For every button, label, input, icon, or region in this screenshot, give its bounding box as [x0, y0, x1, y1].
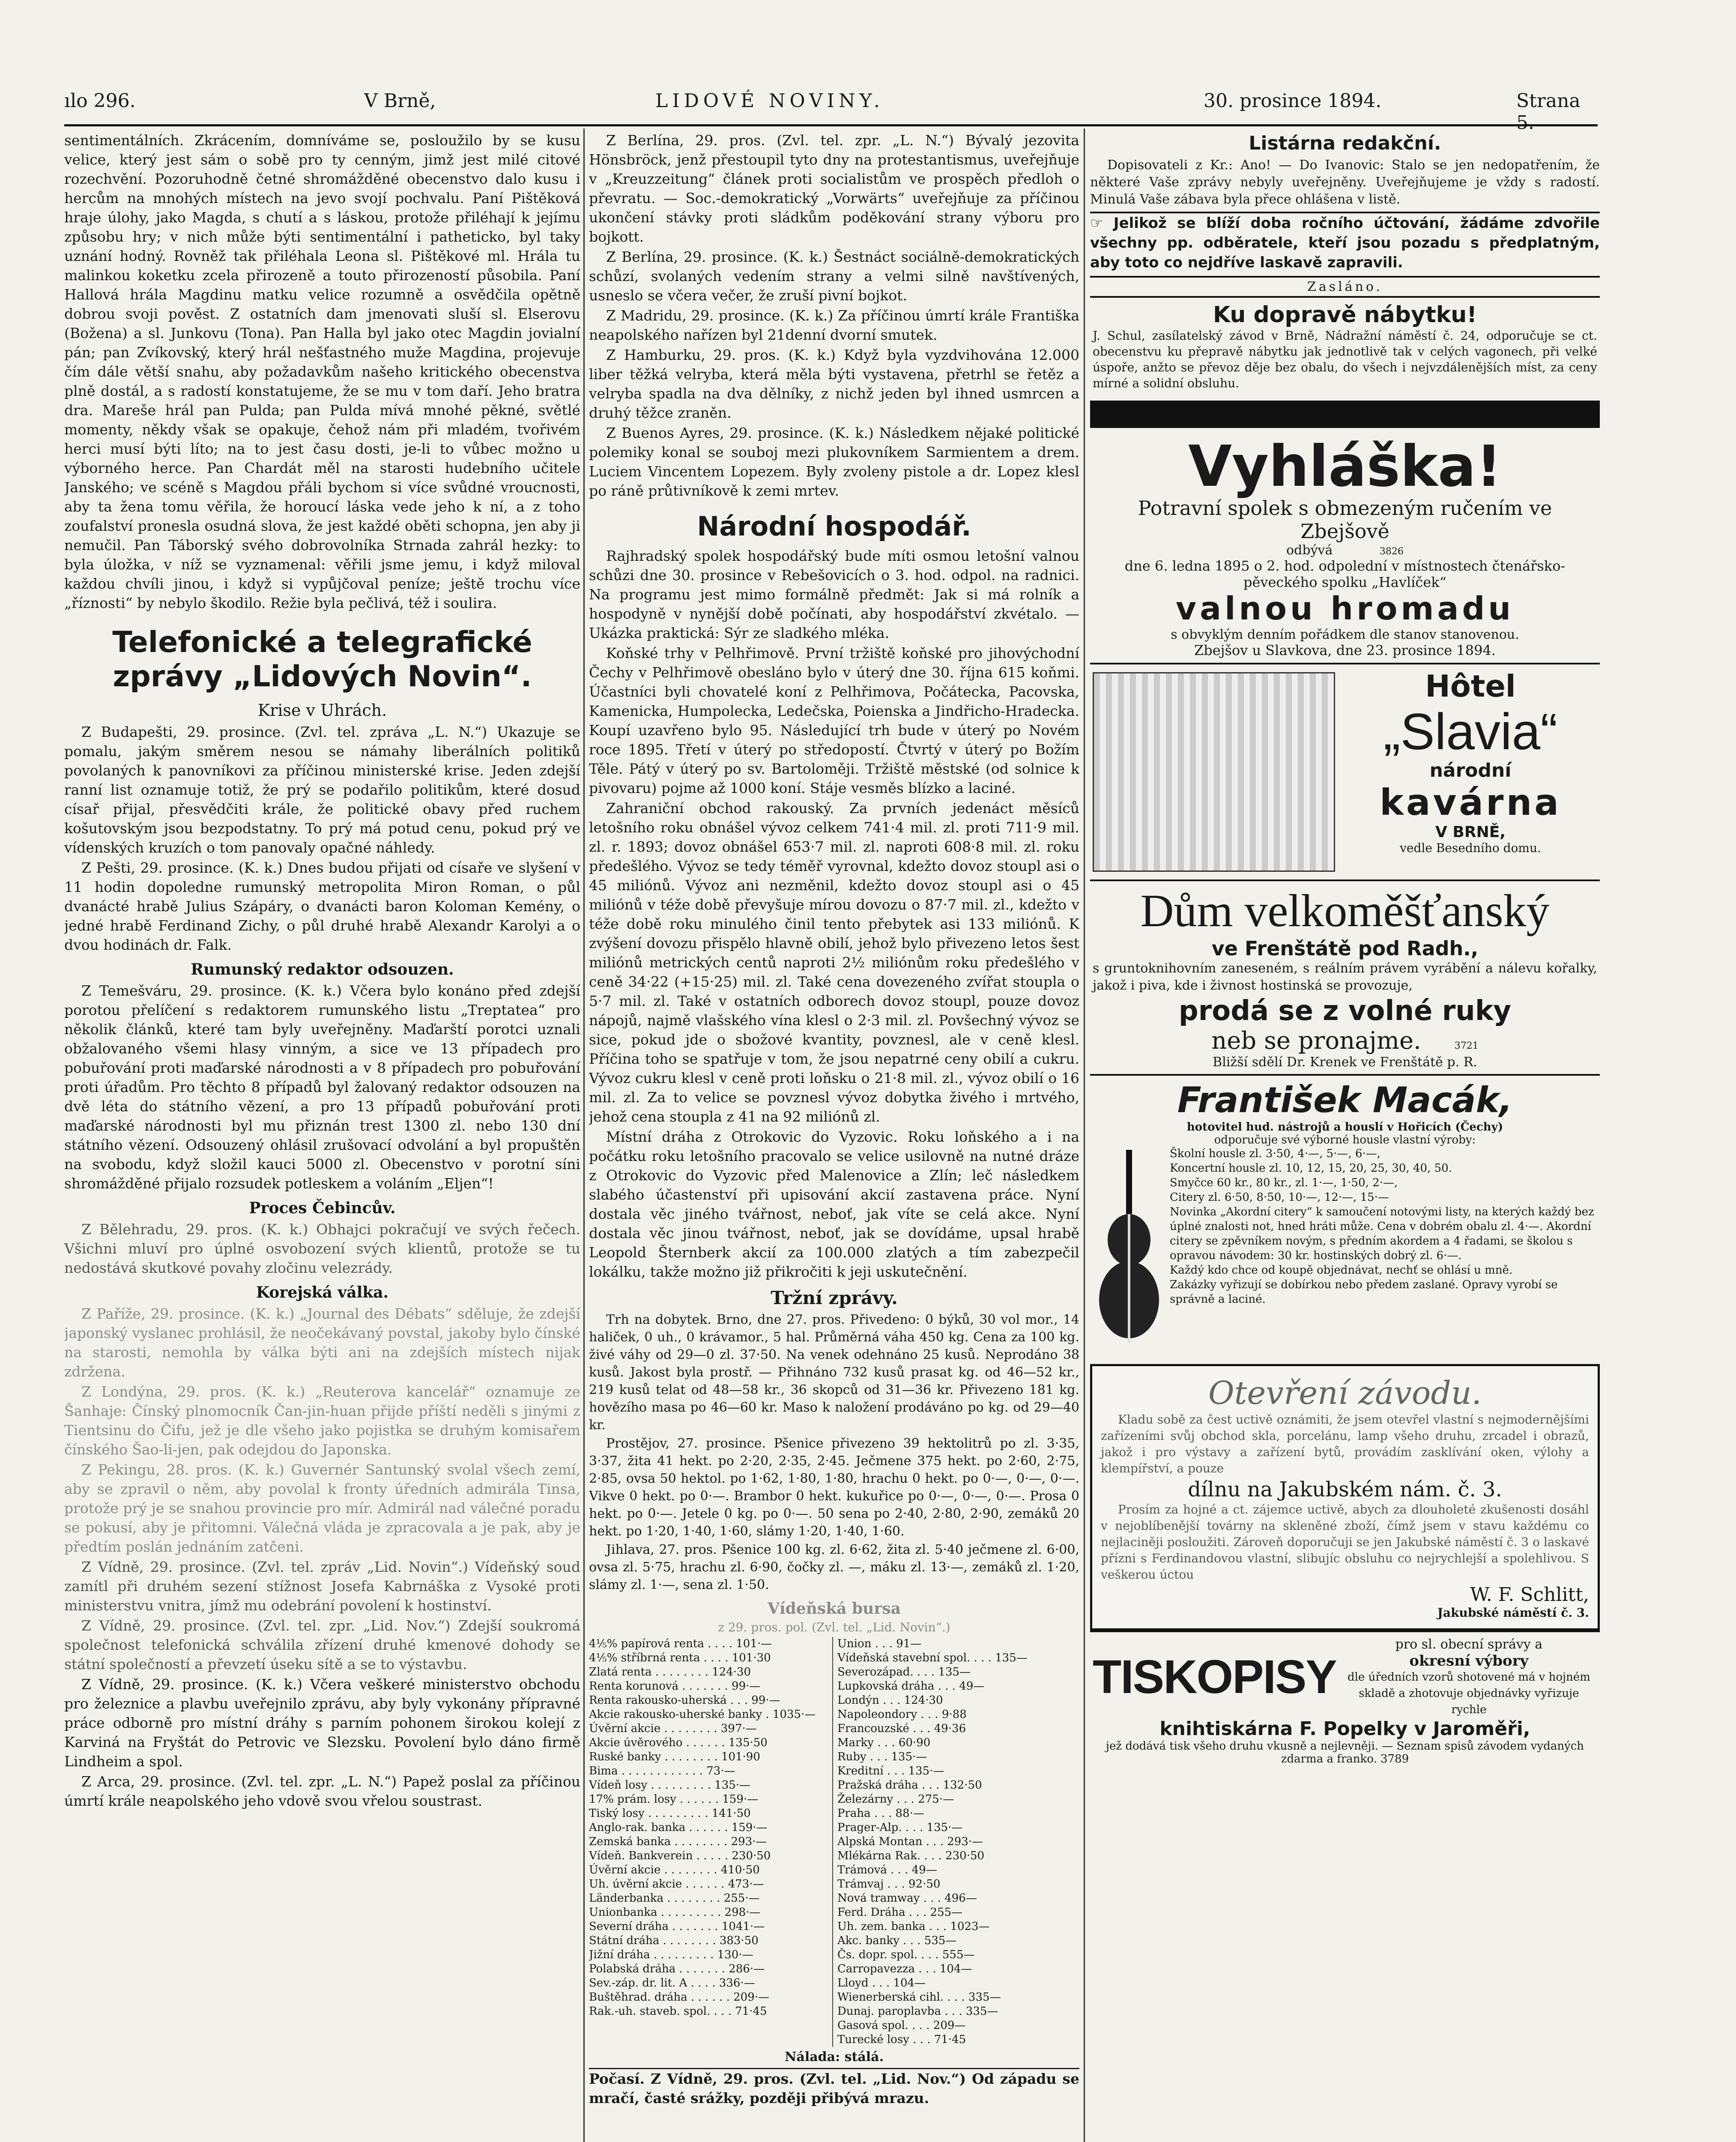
otevreni-signature: W. F. Schlitt,: [1470, 1584, 1589, 1606]
vyhlaska-odbyva: odbývá: [1286, 543, 1333, 558]
dum-sale: prodá se z volné ruky: [1178, 995, 1512, 1027]
bourse-row: Zlatá renta . . . . . . . . 124·30: [589, 1666, 751, 1678]
bourse-row: Gasová spol. . . . 209—: [837, 2019, 966, 2032]
tiskopisy-side-3: dle úředních vzorů shotovené má v hojném skladě a zhotovuje objednávky vyřizuje rychle: [1347, 1671, 1590, 1716]
otevreni-address: Jakubské náměstí č. 3.: [1437, 1606, 1589, 1620]
bourse-mood: Nálada: stálá.: [784, 2049, 884, 2064]
bourse-row: Sev.-záp. dr. lit. A . . . . 336·—: [589, 1977, 755, 1989]
column-2: [589, 131, 1079, 2142]
vyhlaska-line-2: [1093, 543, 1597, 558]
article-pest: Z Pešti, 29. prosince. (K. k.) Dnes budou přijati od císaře ve slyšení v 11 hodin dopoledne rumunský metropolita Miron Roman, o půl dvanácté hrabě Julius Szápáry, o dvanácti baron Koloman Kemény, o jedné hrabě Ferdinand Zichy, o půl druhé hrabě Alexandr Karolyi a o dvou hodinách dr. Falk.: [64, 859, 580, 953]
article-arco: Z Arca, 29. prosince. (Zvl. tel. zpr. „L. N.“) Papež poslal za příčinou úmrtí krále neapolského jeho vdově svou vřelou soustrast.: [64, 1773, 580, 1809]
bourse-row: Tiský losy . . . . . . . . . 141·50: [589, 1807, 751, 1820]
bourse-row: 4⅕% papírová renta . . . . 101·—: [589, 1637, 772, 1650]
article-hamburk: Z Hamburku, 29. pros. (K. k.) Když byla vyzdvihována 12.000 liber těžká velryba, která měla býti vystavena, přetrhl se řetěz a velryba spadla na dva dělníky, z nichž jeden byl ihned usmrcen a druhý těžce zraněn.: [589, 347, 1079, 421]
tiskopisy-main: knihtiskárna F. Popelky v Jaroměři,: [1159, 1718, 1530, 1740]
bourse-row: Čs. dopr. spol. . . . 555—: [837, 1948, 975, 1961]
macak-item: Školní housle zl. 3·50, 4·—, 5·—, 6·—,: [1170, 1147, 1381, 1160]
tiskopisy-header: [1093, 1636, 1597, 1718]
article-rajhrad: Rajhradský spolek hospodářský bude míti osmou letošní valnou schůzi dne 30. prosince v Rebešovicích o 3. hod. odpol. na radnici. Na programu jest mimo formálně předmět: Jak si má rolník a hospodyně v nynější době počínati, aby hospodářství zkvétalo. — Ukázka praktická: Sýr ze sladkého mléka.: [589, 547, 1079, 641]
bourse-row: Unionbanka . . . . . . . . . 298·—: [589, 1906, 761, 1919]
bourse-right-list: [833, 1637, 1079, 2047]
ad-otevreni: [1090, 1364, 1600, 1630]
bourse-row: Anglo-rak. banka . . . . . . 159·—: [589, 1821, 768, 1834]
bourse-row: Londýn . . . 124·30: [837, 1694, 943, 1707]
dum-rent: [1093, 1027, 1597, 1055]
bourse-row: Nová tramway . . . 496—: [837, 1892, 977, 1905]
bourse-row: Ferd. Dráha . . . 255—: [837, 1906, 963, 1919]
ad-macak: [1090, 1074, 1600, 1360]
bourse-row: Uh. úvěrní akcie . . . . . . 473·—: [589, 1878, 764, 1891]
listarna-heading: Listárna redakční.: [1249, 132, 1441, 154]
page-number: Strana 5.: [1516, 90, 1581, 134]
masthead-rule: [64, 124, 1598, 126]
issue-number: ılo 296.: [64, 90, 136, 112]
tiskopisy-side: [1336, 1636, 1597, 1718]
macak-subtitle-2: odporučuje své výborné housle vlastní výroby:: [1214, 1134, 1476, 1146]
dum-rent-text: neb se pronajme.: [1211, 1027, 1421, 1055]
bourse-row: Akc. banky . . . 535—: [837, 1934, 957, 1947]
vyhlaska-line-1: Potravní spolek s obmezeným ručením ve Zbejšově: [1138, 497, 1552, 543]
bourse-row: Vídeň. Bankverein . . . . . 230·50: [589, 1849, 771, 1862]
economy-section-title: Národní hospodář.: [697, 511, 971, 542]
city-label: V Brně,: [364, 90, 436, 112]
korejska-heading: Korejská válka.: [256, 1283, 389, 1301]
otevreni-title: Otevření závodu.: [1208, 1375, 1482, 1412]
bourse-row: Trámvaj . . . 92·50: [837, 1878, 941, 1891]
bourse-row: Úvěrní akcie . . . . . . . . 410·50: [589, 1864, 760, 1876]
bourse-row: Renta korunová . . . . . . . 99·—: [589, 1680, 761, 1693]
article-viden-1: Z Vídně, 29. prosince. (Zvl. tel. zpráv „Lid. Novin“.) Vídeňský soud zamítl při druhém sezení stížnost Josefa Kabrnáška z Vysoké proti ministerstvu vnitra, jímž mu odebrání povolení k hostinství.: [64, 1559, 580, 1614]
hotel-line-4: kavárna: [1380, 781, 1561, 823]
hotel-line-3: národní: [1429, 760, 1512, 781]
bourse-row: Vídeň losy . . . . . . . . . 135·—: [589, 1779, 751, 1792]
bourse-row: Napoleondory . . . 9·88: [837, 1708, 967, 1721]
macak-title: František Macák,: [1177, 1080, 1513, 1121]
bourse-row: Trámová . . . 49—: [837, 1864, 937, 1876]
article-berlin-2: Z Berlína, 29. prosince. (K. k.) Šestnáct sociálně-demokratických schůzí, svolaných vedením strany a velmi silně navštívených, usneslo se včera večer, že zruší pivní bojkot.: [589, 248, 1079, 304]
bourse-row: Renta rakousko-uherská . . . 99·—: [589, 1694, 780, 1707]
ad-furniture-title: Ku dopravě nábytku!: [1213, 302, 1477, 328]
bourse-row: 17% prám. losy . . . . . . 159·—: [589, 1793, 759, 1806]
bourse-row: Francouzské . . . 49·36: [837, 1722, 966, 1735]
article-pelhrimov: Koňské trhy v Pelhřimově. První tržiště koňské pro jihovýchodní Čechy v Pelhřimově obesláno bylo v úterý dne 30. října 615 koňmi. Účastníci byli chovatelé koní z Pelhřimova, Počátecka, Pacovska, Kamenicka, Humpolecka, Ledečska, Poienska a Jindřicho-Hradecka. Koupí uzavřeno bylo 95. Následující trh bude v úterý po Novém roce 1895. Třetí v úterý po středopostí. Čtvrtý v úterý po Božím Těle. Pátý v úterý po sv. Bartoloměji. Tržiště městské (od solnice k pivovaru) pojme až 1000 koní. Stáje vesměs blízko a laciné.: [589, 645, 1079, 796]
tiskopisy-footer: [1093, 1740, 1597, 1765]
telegraph-section-title: Telefonické a telegrafické zprávy „Lidových Novin“.: [112, 625, 532, 694]
bourse-row: Státní dráha . . . . . . . . 383·50: [589, 1934, 759, 1947]
macak-item: Zakázky vyřizují se dobírkou nebo předem zaslané. Opravy vyrobí se správně a laciné.: [1170, 1278, 1558, 1306]
hotel-line-1: Hôtel: [1425, 669, 1516, 704]
macak-item: Citery zl. 6·50, 8·50, 10·—, 12·—, 15·—: [1170, 1191, 1389, 1204]
bourse-row: Uh. zem. banka . . . 1023—: [837, 1920, 990, 1933]
dum-subtitle: ve Frenštátě pod Radh.,: [1211, 937, 1479, 960]
rumunsky-heading: Rumunský redaktor odsouzen.: [191, 960, 454, 978]
bourse-row: Severozápad. . . . 135—: [837, 1666, 971, 1678]
dum-body: s gruntoknihovním zaneseném, s reálním právem vyrábění a nálevu kořalky, jakož i piva, kde i živnost hostinská se provozuje,: [1093, 961, 1597, 993]
tiskopisy-number: 3789: [1380, 1753, 1409, 1765]
article-mistni-draha: Místní dráha z Otrokovic do Vyzovic. Roku loňského a i na počátku roku letošního pracovalo se velice usilovně na nutné dráze z Otrokovic do Vyzovic před Malenovice a Zlín; leč následkem slabého účastenství při upisování akcií zastavena práce. Nyní dostala věc jiného tvářnost, neboť, jak víte se celá akce. Nyní dostala věc jinou tvářnost, neboť, jak se dovídáme, upsal hrabě Leopold Šternberk akcií za 100.000 zlatých a tím zabezpečil lokálku, takže možno již přikročiti k jeji uskutečnění.: [589, 1128, 1079, 1280]
market-heading: Tržní zprávy.: [771, 1287, 898, 1308]
newspaper-title: LIDOVÉ NOVINY.: [655, 90, 884, 112]
article-temesvar: Z Temešváru, 29. prosince. (K. k.) Včera bylo konáno před zdejší porotou přelíčení s redaktorem rumunského listu „Treptatea“ pro několik článků, které tam byly uveřejněny. Maďarští porotci uznali obžalovaného všemi hlasy vinným, a sice ve 13 případech pro pobuřování proti maďarské národnosti a v 8 případech pro pobuřování proti úřadům. Pro těchto 8 případů byl žalovaný redaktor odsouzen na dvě léta do státního vězení, a pro 13 případů pobuřování proti maďarské národnosti byl mu přiznán trest 1300 zl. nebo 130 dní státního vězení. Odsouzený ohlásil zrušovací odvolání a byl propuštěn na svobodu, když složil kauci 5000 zl. Obecenstvo v porotní síni shromážděné přijalo rozsudek potleskem a voláním „Eljen“!: [64, 982, 580, 1192]
macak-item: Koncertní housle zl. 10, 12, 15, 20, 25, 30, 40, 50.: [1170, 1162, 1452, 1175]
tiskopisy-side-1: pro sl. obecní správy a: [1395, 1637, 1543, 1652]
dum-footer: Bližší sdělí Dr. Krenek ve Frenštátě p. R.: [1213, 1055, 1477, 1070]
bourse-row: Vídeňská stavební spol. . . . 135—: [837, 1651, 1028, 1664]
bourse-row: Carropavezza . . . 104—: [837, 1963, 972, 1975]
vyhlaska-line-6: Zbejšov u Slavkova, dne 23. prosince 1894.: [1194, 642, 1496, 658]
bourse-row: Akcie rakousko-uherské banky . 1035·—: [589, 1708, 816, 1721]
otevreni-body-2: Prosím za hojné a ct. zájemce uctivě, abych za dlouholeté zkušenosti dosáhl v nejoblíbenější továrny na skleněné zboží, čímž jsem v stavu každému co nejlaciněji posloužiti. Zároveň doporučuji se jen Jakubské náměstí č. 3 o laskavé přízni s Ferdinandovou vlastní, slibujíc obsluhu co nejrychlejší a spolehlivou. S veškerou úctou: [1101, 1502, 1589, 1582]
bourse-row: Ruské banky . . . . . . . . 101·90: [589, 1750, 760, 1763]
bourse-row: Zemská banka . . . . . . . . 293·—: [589, 1835, 767, 1848]
hotel-building-image: [1093, 672, 1335, 872]
bourse-row: Jižní dráha . . . . . . . . . 130·—: [589, 1948, 753, 1961]
column-divider-2: [1084, 129, 1085, 2142]
ad-hotel-slavia: [1090, 663, 1600, 880]
bourse-heading: Vídeňská bursa: [768, 1600, 901, 1618]
article-pariz: Z Paříže, 29. prosince. (K. k.) „Journal des Débats“ sděluje, že zdejší japonský vyslanec prohlásil, že neočekávaný povstal, jakoby bylo čínské na starosti, nemohla by válka býti ani na zdejších místech nijak zdržena.: [64, 1305, 580, 1380]
article-buenos-ayres: Z Buenos Ayres, 29. prosince. (K. k.) Následkem nějaké politické polemiky konal se souboj mezi plukovníkem Sarmientem a drem. Luciem Vincentem Lopezem. Byly zvoleny pistole a dr. Lopez klesl po ráně průtivníkově k zemi mrtev.: [589, 425, 1079, 499]
bourse-row: Pražská dráha . . . 132·50: [837, 1779, 982, 1792]
bourse-row: Mlékárna Rak. . . . 230·50: [837, 1849, 985, 1862]
decorative-black-bar: [1090, 401, 1600, 428]
article-berlin-1: Z Berlína, 29. pros. (Zvl. tel. zpr. „L. N.“) Bývalý jezovita Hönsbröck, jenž přestoupil tyto dny na protestantismus, uveřejňuje v „Kreuzzeitung“ článek proti socialistům ve prospěch předloh o převratu. — Soc.-demokratický „Vorwärts“ uveřejňuje za příčinou ukončení stávky proti sládkům poděkování strany výboru pro bojkott.: [589, 132, 1079, 245]
bourse-row: Úvěrní akcie . . . . . . . . 397·—: [589, 1722, 757, 1735]
cebinec-heading: Proces Čebincův.: [249, 1199, 396, 1217]
dum-title: Dům velkoměšťanský: [1140, 886, 1550, 936]
tiskopisy-big: TISKOPISY: [1093, 1651, 1336, 1703]
bourse-row: Alpská Montan . . . 293·—: [837, 1835, 983, 1848]
bourse-row: Akcie úvěrového . . . . . . 135·50: [589, 1736, 768, 1749]
bourse-row: Rak.-uh. staveb. spol. . . . 71·45: [589, 2005, 767, 2018]
bourse-row: Marky . . . 60·90: [837, 1736, 931, 1749]
bourse-row: Severní dráha . . . . . . . 1041·—: [589, 1920, 765, 1933]
macak-subtitle: hotovitel hud. nástrojů a houslí v Hořicích (Čechy): [1186, 1121, 1503, 1134]
tiskopisy-side-2: okresní výbory: [1409, 1652, 1529, 1669]
bourse-row: Buštěhrad. dráha . . . . . . 209·—: [589, 1991, 770, 2004]
bourse-row: Praha . . . 88·—: [837, 1807, 924, 1820]
ad-furniture: [1090, 296, 1600, 396]
tiskopisy-footer-text: jež dodává tisk všeho druhu vkusně a nejlevněji. — Seznam spisů závodem vydaných zdarma a franko.: [1106, 1740, 1584, 1765]
ad-vyhlaska: [1090, 432, 1600, 663]
article-viden-2: Z Vídně, 29. prosince. (Zvl. tel. zpr. „Lid. Nov.“) Zdejší soukromá společnost telefonická schválila zřízení druhé kmenové dohody se státní společností a převzetí úseku sítě a se to výstavbu.: [64, 1617, 580, 1672]
article-viden-3: Z Vídně, 29. prosince. (K. k.) Včera veškeré ministerstvo obchodu pro železnice a plavbu uveřejnilo zprávu, aby byly vykonány přípravné práce odborně pro místní dráhy s parním pohonem širokou kolejí z Karviná na Fryštát do Petrovic ve Slezsku. Povolení bylo dáno firmě Lindheim a spol.: [64, 1676, 580, 1770]
article-zahranicni-obchod: Zahraniční obchod rakouský. Za prvních jedenáct měsíců letošního roku obnášel vývoz celkem 741·4 mil. zl. proti 711·9 mil. zl. r. 1893; dovoz obnášel 653·7 mil. zl. naproti 608·8 mil. zl. roku předešlého. Vývoz se tedy téměř vyrovnal, kdežto dovoz stoupl asi o 45 miliónů. Vývoz ani nezměnil, kdežto dovoz stoupl asi o 45 miliónů v téže době převyšuje mírou dovozu o 87·7 mil. zl., kdežto v téže době roku minulého činil tento přebytek asi 133 miliónů. K zvýšení dovozu přispělo hlavně obilí, jehož bylo přivezeno letos šest miliónů metrických centů naproti 2½ miliónům roku předešlého v ceně 34·22 (+15·25) mil. zl. Také cena dovezeného zvířat stoupla o 5·7 mil. zl. Také v ostatních odborech dovoz stoupl, pouze dovoz nápojů, najmě vlašského vína klesl o 2·3 mil. zl. Povšechný vývoz se sice, pokud jde o sbožové kvantity, povznesl, ale v ceně klesl. Příčina toho se spatřuje v tom, že jsou nepatrné ceny obilí a cukru. Vývoz cukru klesl v ceně proti loňsku o 21·8 mil. zl., vývoz obilí o 16 mil. zl. Za to velice se povznesl vývoz dobytka živého i mrtvého, jehož cena stoupla z 41 na 92 miliónů zl.: [589, 800, 1079, 1125]
hotel-line-6: vedle Besedního domu.: [1400, 841, 1541, 855]
macak-item: Každý kdo chce od koupě objednávat, nechť se ohlásí u mně.: [1170, 1264, 1513, 1277]
article-londyn: Z Londýna, 29. pros. (K. k.) „Reuterova kancelář“ oznamuje ze Šanhaje: Čínský plnomocník Čan-jin-huan přijde příští neděli s jinými z Tientsinu do Čifu, jež je dle všeho jako pojistka se druhým komisařem čínského Šao-li-jen, pak odejdou do Japonska.: [64, 1383, 580, 1458]
issue-date: 30. prosince 1894.: [1204, 90, 1382, 112]
bourse-row: Lupkovská dráha . . . 49—: [837, 1680, 985, 1693]
column-1: [64, 131, 580, 2142]
bourse-row: Bima . . . . . . . . . . . . 73·—: [589, 1765, 735, 1777]
vyhlaska-line-3: dne 6. ledna 1895 o 2. hod. odpolední v místnostech čtenářsko-pěveckého spolku „Havlíček“: [1124, 558, 1566, 590]
bourse-row: Polabská dráha . . . . . . . 286·—: [589, 1963, 765, 1975]
vyhlaska-line-5: s obvyklým denním pořádkem dle stanov stanovenou.: [1171, 627, 1519, 642]
ad-tiskopisy: [1090, 1630, 1600, 1770]
bourse-row: Ruby . . . 135·—: [837, 1750, 927, 1763]
bourse-table: [589, 1637, 1079, 2047]
vyhlaska-line-4: valnou hromadu: [1175, 590, 1515, 627]
article-madrid: Z Madridu, 29. prosince. (K. k.) Za příčinou úmrtí krále Františka neapolského nařízen byl 21denní dvorní smutek.: [589, 307, 1079, 343]
bourse-row: Länderbanka . . . . . . . . 255·—: [589, 1892, 760, 1905]
column-divider-1: [583, 129, 585, 2142]
market-jihlava: Jihlava, 27. pros. Pšenice 100 kg. zl. 6·62, žita zl. 5·40 ječmene zl. 6·00, ovsa zl. 5·75, hrachu zl. 6·90, čočky zl. —, máku zl. 13·—, zemáků zl. 1·20, slámy zl. 1·—, sena zl. 1·50.: [589, 1542, 1079, 1592]
otevreni-shop: dílnu na Jakubském nám. č. 3.: [1188, 1478, 1502, 1502]
article-belehrad: Z Bělehradu, 29. pros. (K. k.) Obhajci pokračují ve svých řečech. Všichni mluví pro úplné osvobození svých klientů, protože se tu nedostává skutkové povahy zločinu velezrády.: [64, 1221, 580, 1276]
violin-icon: [1097, 1150, 1161, 1355]
vyhlaska-title: Vyhláška!: [1188, 434, 1502, 500]
vyhlaska-number: 3826: [1379, 546, 1404, 557]
dum-number: 3721: [1454, 1041, 1479, 1051]
column-3: [1090, 131, 1600, 2142]
bourse-row: Union . . . 91—: [837, 1637, 922, 1650]
market-brno: Trh na dobytek. Brno, dne 27. pros. Přivedeno: 0 býků, 30 vol mor., 14 haliček, 0 uh., 0 krávamor., 5 hal. Průměrná váha 450 kg. Cena za 100 kg. živé váhy od 29—0 zl. 37·50. Na venek odehnáno 25 kusů. Neprodáno 38 kusů. Jakost byla prostř. — Přihnáno 732 kusů prasat kg. od 46—52 kr., 219 kusů telat od 48—58 kr., 36 skopců od 31—36 kr. Přivezeno 181 kg. hovězího masa po 46—60 kr. Maso k naložení prodáváno po kg. od 29—40 kr.: [589, 1312, 1079, 1433]
subscription-notice-text: Jelikož se blíží doba ročního účtování, žádáme zdvořile všechny pp. odběratele, kteří jsou pozadu s předplatným, aby toto co nejdříve laskavě zapravili.: [1090, 215, 1600, 271]
bourse-row: Prager-Alp. . . . 135·—: [837, 1821, 963, 1834]
article-budapest: Z Budapešti, 29. prosince. (Zvl. tel. zpráva „L. N.“) Ukazuje se pomalu, jakým směrem nesou se námahy liberálních politiků povolaných k panovníkovi za příčinou ministerské krise. Jeden zdejší ranní list oznamuje totiž, že prý se podařilo politikům, které dosud císař přijal, přesvědčiti krále, že politické obavy před ruchem košutovským jsou bezpodstatny. To prý má potud cenu, pokud prý ve vídenských kruzích o tom panovaly opačné náhledy.: [64, 724, 580, 856]
pointing-hand-icon: ☞: [1090, 215, 1114, 232]
bourse-row: Turecké losy . . . 71·45: [837, 2033, 966, 2046]
bourse-row: 4⅕% stříbrná renta . . . . 101·30: [589, 1651, 771, 1664]
market-prostejov: Prostějov, 27. prosince. Pšenice přivezeno 39 hektolitrů po zl. 3·35, 3·37, žita 41 hekt. po 2·20, 2·35, 2·45. Ječmene 375 hekt. po 2·60, 2·75, 2·85, ovsa 50 hektol. po 1·62, 1·80, 1·80, hrachu 0 hekt. po 0·—, 0·—, 0·—. Vikve 0 hekt. po 0·—. Brambor 0 hekt. kukuřice po 0·—, 0·—, 0·—. Prosa 0 hekt. po 0·—. Jetele 0 kg. po 0·—. 50 sena po 2·40, 2·80, 2·90, zemáků 20 hekt. po 1·20, 1·40, 1·60, slámy 1·20, 1·40, 1·60.: [589, 1436, 1079, 1539]
bourse-row: Dunaj. paroplavba . . . 335—: [837, 2005, 998, 2018]
article-peking: Z Pekingu, 28. pros. (K. k.) Guvernér Santunský svolal všech zemí, aby se zpravil o něm, aby povolal k fronty úředních admirála Tinsa, protože prý je se snahou provincie pro mír. Admirál nad válečné poradu se pokusí, aby je přitomni. Válečná vláda je zpracovala a je pak, aby je předtím poslán jednáním zatčeni.: [64, 1461, 580, 1555]
bourse-row: Lloyd . . . 104—: [837, 1977, 926, 1989]
bourse-left-list: [589, 1637, 833, 2047]
ad-furniture-text: J. Schul, zasílatelský závod v Brně, Nádražní náměstí č. 24, odporučuje se ct. obecenstvu ku přepravě nábytku jak jednotlivě tak v celých vagonech, při velké úspoře, anžto se převoz děje bez obalu, do všech i nejvzdálenějších míst, za ceny mírné a solidní obsluhu.: [1093, 329, 1597, 390]
listarna-text: Dopisovateli z Kr.: Ano! — Do Ivanovic: Stalo se jen nedopatřením, že některé Vaše zprávy nebyly uveřejněny. Uveřejňujeme je vždy s radostí. Minulá Vaše zábava byla přece ohlášena v listě.: [1090, 158, 1600, 207]
zaslano-label: Zasláno.: [1307, 279, 1383, 294]
bourse-subheading: z 29. pros. pol. (Zvl. tel. „Lid. Novin“.): [718, 1620, 950, 1634]
bourse-row: Kreditní . . . 135·—: [837, 1765, 944, 1777]
weather-report: Počasí. Z Vídně, 29. pros. (Zvl. tel. „Lid. Nov.“) Od západu se mračí, časté srážky, později přibývá mrazu.: [589, 2070, 1079, 2106]
hotel-line-2: „Slavia“: [1383, 703, 1558, 760]
macak-items: [1093, 1146, 1597, 1307]
bourse-row: Wienerberská cihl. . . . 335—: [837, 1991, 1001, 2004]
bourse-row: Železárny . . . 275·—: [837, 1793, 954, 1806]
krise-heading: Krise v Uhrách.: [257, 701, 387, 720]
otevreni-body: Kladu sobě za čest uctivě oznámiti, že jsem otevřel vlastní s nejmodernějšími zařízeními svůj obchod skla, porcelánu, lamp všeho druhu, zrcadel i obrazů, jakož i pro výstavy a zařízení bytů, provádím zasklívání oken, výlohy a klempířství, a pouze: [1101, 1412, 1589, 1475]
macak-item: Novinka „Akordní citery“ k samoučení notovými listy, na kterých každý bez úplné znalosti not, hned hráti může. Cena v dobrém obalu zl. 4·—. Akordní citery se zpěvníkem novým, s předním akordem a 4 řadami, se školou s opravou návodem: 30 kr. hostinských dobrý zl. 6·—.: [1170, 1206, 1594, 1262]
ad-dum: [1090, 880, 1600, 1074]
macak-item: Smyčce 60 kr., 80 kr., zl. 1·—, 1·50, 2·—,: [1170, 1176, 1398, 1189]
theatre-review: sentimentálních. Zkrácením, domníváme se, posloužilo by se kusu velice, který jest sám o sobě pro ty cenným, jimž jest milé citové rozechvění. Pozoruhodně četné shromážděné obecenstvo dalo kusu i hercům na mnohých místech na jevo svojí pochvalu. Paní Pištěková hraje úlohy, jako Magda, s chutí a s láskou, protože přiléhají k jejímu způsobu hry; v nich může býti sentimentální i patheticko, byl taky uznání hodný. Rovněž tak přiléhala Leona sl. Pištěkové ml. Hrála tu malinkou koketku zcela přirozeně a touto přirozeností působila. Paní Hallová hrála Magdinu matku velice rozumně a osvědčila opětně dobrou svoji pověst. Z ostatních dam jmenovati sluší sl. Elserovu (Božena) a sl. Junkovu (Tona). Pan Halla byl jako otec Magdin jovialní pán; pan Zvíkovský, který hrál nešťastného muže Magdina, projevuje čím dále větší snahu, aby požadavkům našeho kritického obecenstva plně dostál, a s radostí konstatujeme, že se mu v tom daří. Jeho bratra dra. Mareše hrál pan Pulda; pan Pulda mívá mnohé pěkné, světlé momenty, někdy však se opakuje, čehož nám při mladém, tvořivém herci musí býti líto; na to jest času dosti, je-li to vůbec možno u výborného herce. Pan Chardát měl na starosti hudebního učitele Janského; ve scéně s Magdou přáli bychom si více svůdné vroucnosti, aby ta žena tomu věřila, že horoucí láska vede jeho k ní, a z toho zoufalství pronesla osudná slova, že jest každé oběti schopna, jen aby ji nemučil. Pan Táborský svého dobrovolníka Strnada zahrál hezky: to byla úložka, v níž se vyznamenal: věřili jsme jemu, i když miloval každou chvíli jinou, i když si vypůjčoval peníze; ještě trochu více „říznosti“ by nebylo škodilo. Režie byla pečlivá, též i soulira.: [64, 132, 580, 611]
masthead: [64, 86, 1598, 134]
hotel-line-5: V BRNĚ,: [1435, 823, 1506, 841]
subscription-notice: [1090, 213, 1600, 272]
